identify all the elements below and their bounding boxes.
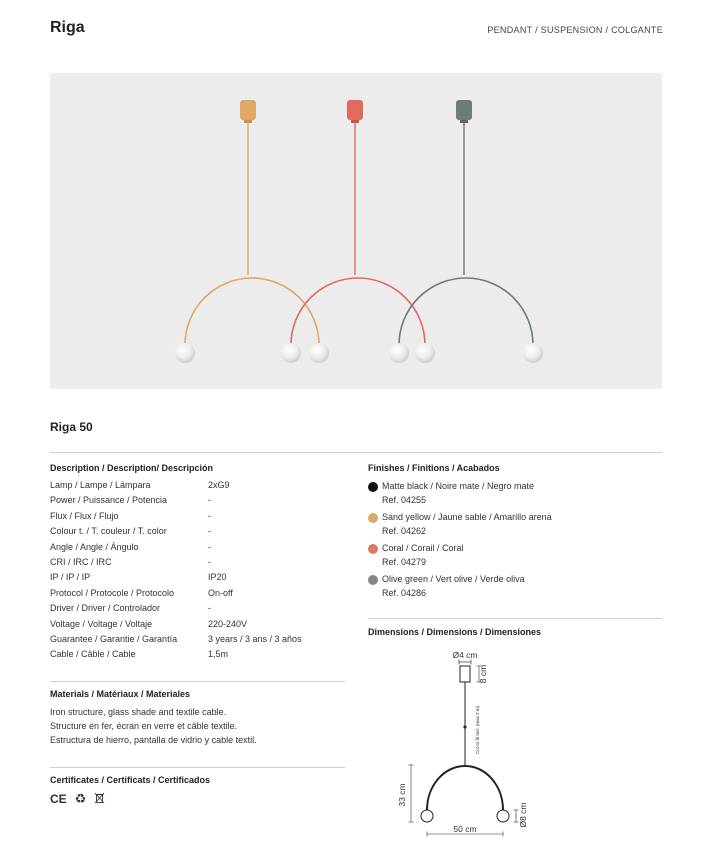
divider bbox=[50, 767, 345, 768]
spec-key: Lamp / Lampe / Lámpara bbox=[50, 480, 151, 490]
finish-ref: Ref. 04255 bbox=[382, 495, 427, 505]
spec-row bbox=[50, 649, 345, 664]
spec-value: 2xG9 bbox=[208, 480, 230, 490]
spec-key: Guarantee / Garantie / Garantía bbox=[50, 634, 178, 644]
spec-value: - bbox=[208, 541, 211, 552]
spec-key: Voltage / Voltage / Voltaje bbox=[50, 618, 153, 629]
finish-name: Sand yellow / Jaune sable / Amarillo arena bbox=[382, 512, 552, 522]
spec-key: Driver / Driver / Controlador bbox=[50, 603, 161, 614]
certificate-icons bbox=[50, 791, 105, 807]
materials-line-es: Estructura de hierro, pantalla de vidrio y cable textil. bbox=[50, 735, 257, 745]
divider bbox=[368, 618, 662, 619]
spec-row bbox=[50, 557, 345, 572]
globe-diameter-label: Ø8 cm bbox=[518, 802, 528, 828]
spec-key: Colour t. / T. couleur / T. color bbox=[50, 526, 167, 537]
spec-value: - bbox=[208, 510, 211, 521]
spec-row bbox=[50, 480, 345, 495]
finish-swatch bbox=[368, 482, 378, 492]
weee-bin-icon bbox=[94, 792, 105, 807]
spec-key: Cable / Câble / Cable bbox=[50, 649, 136, 660]
divider bbox=[50, 452, 662, 453]
materials-line-en: Iron structure, glass shade and textile cable. bbox=[50, 707, 227, 717]
spec-key: CRI / IRC / IRC bbox=[50, 557, 112, 567]
canopy-height-label: 8 cm bbox=[478, 664, 488, 684]
spec-value: 220-240V bbox=[208, 618, 248, 629]
spec-row bbox=[50, 495, 345, 510]
coral-lamp bbox=[281, 100, 435, 363]
spec-value: 3 years / 3 ans / 3 años bbox=[208, 634, 302, 644]
finish-ref: Ref. 04279 bbox=[382, 557, 427, 567]
model-name: Riga 50 bbox=[50, 420, 93, 434]
pendant-lamps-illustration bbox=[50, 73, 662, 389]
spec-value: IP20 bbox=[208, 572, 227, 583]
finish-swatch bbox=[368, 513, 378, 523]
width-label: 50 cm bbox=[453, 824, 477, 834]
spec-row bbox=[50, 511, 345, 526]
spec-row bbox=[50, 542, 345, 557]
canopy-diameter-label: Ø4 cm bbox=[452, 650, 478, 660]
arc-height-label: 33 cm bbox=[397, 783, 407, 807]
spec-key: Protocol / Protocole / Protocolo bbox=[50, 587, 175, 598]
spec-row bbox=[50, 588, 345, 603]
spec-key: Flux / Flux / Flujo bbox=[50, 510, 119, 521]
spec-key: Power / Puissance / Potencia bbox=[50, 495, 168, 506]
certificates-title: Certificates / Certificats / Certificados bbox=[50, 775, 211, 785]
finish-swatch bbox=[368, 544, 378, 554]
finish-ref: Ref. 04262 bbox=[382, 526, 427, 536]
materials-line-fr: Structure en fer, écran en verre et câble textile. bbox=[50, 721, 238, 731]
ce-mark-icon: CE bbox=[50, 792, 67, 806]
finish-ref: Ref. 04286 bbox=[382, 588, 427, 598]
spec-value: - bbox=[208, 603, 211, 614]
spec-key: IP / IP / IP bbox=[50, 572, 91, 583]
finish-swatch bbox=[368, 575, 378, 585]
finishes-title: Finishes / Finitions / Acabados bbox=[368, 463, 500, 473]
dimensions-drawing bbox=[368, 645, 558, 845]
spec-row bbox=[50, 619, 345, 634]
sand-lamp bbox=[175, 100, 329, 363]
divider bbox=[50, 681, 345, 682]
specs-title: Description / Description/ Descripción bbox=[50, 463, 214, 473]
cable-note-label: Cut-to-fit Incl. (max 2 m) bbox=[475, 705, 480, 755]
spec-row bbox=[50, 572, 345, 587]
spec-value: - bbox=[208, 526, 211, 537]
spec-value: 1,5m bbox=[208, 649, 229, 660]
finish-name: Coral / Corail / Coral bbox=[382, 543, 464, 553]
product-title: Riga bbox=[50, 19, 85, 36]
product-category: PENDANT / SUSPENSION / COLGANTE bbox=[487, 25, 663, 35]
product-photo bbox=[50, 73, 662, 389]
finish-name: Olive green / Vert olive / Verde oliva bbox=[382, 574, 525, 584]
finish-name: Matte black / Noire mate / Negro mate bbox=[382, 481, 535, 491]
spec-value: On-off bbox=[208, 587, 233, 598]
spec-value: - bbox=[208, 495, 211, 506]
spec-value: - bbox=[208, 557, 211, 567]
dimensions-title: Dimensions / Dimensions / Dimensiones bbox=[368, 627, 542, 637]
spec-row bbox=[50, 526, 345, 541]
spec-row bbox=[50, 603, 345, 618]
olive-lamp bbox=[389, 100, 543, 363]
spec-key: Angle / Angle / Ángulo bbox=[50, 541, 139, 552]
spec-row bbox=[50, 634, 345, 649]
materials-title: Materials / Matériaux / Materiales bbox=[50, 689, 191, 699]
recycle-icon: ♻ bbox=[74, 791, 87, 806]
